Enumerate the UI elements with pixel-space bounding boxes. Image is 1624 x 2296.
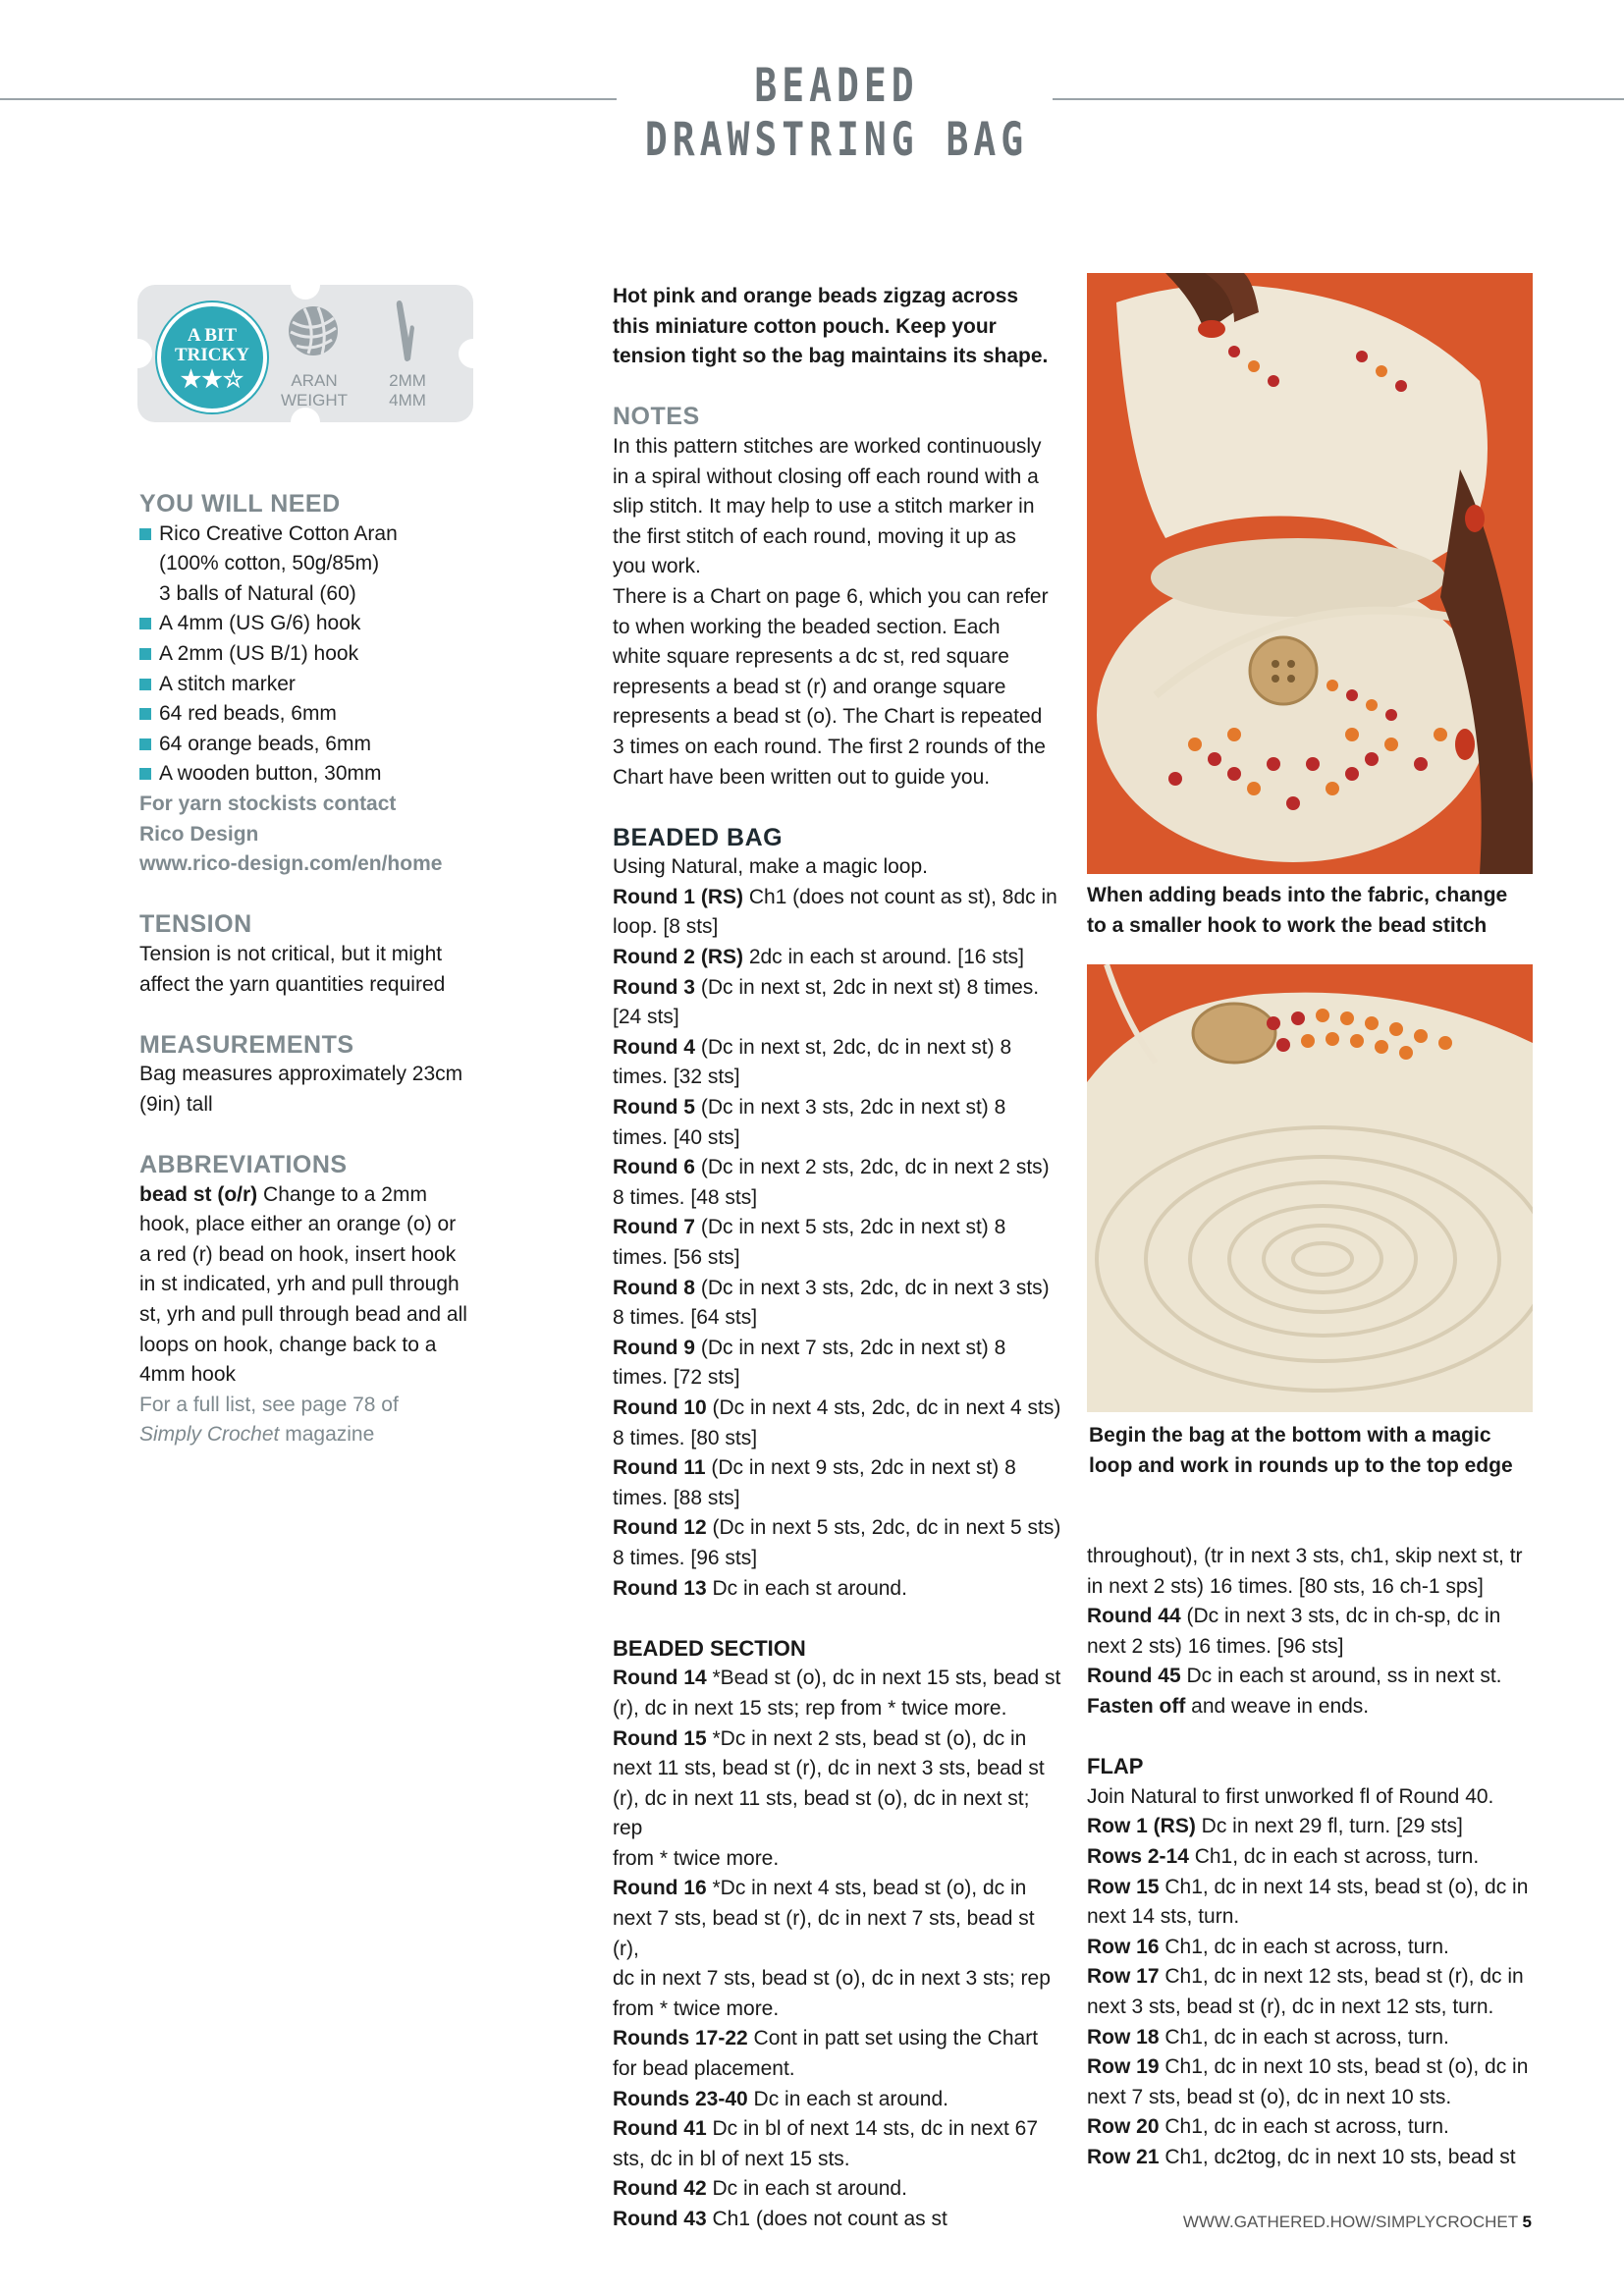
instruction-line: Round 45 Dc in each st around, ss in next st. [1087, 1665, 1502, 1688]
photo-bag-bottom [1087, 964, 1533, 1412]
instruction-line: Round 42 Dc in each st around. [613, 2177, 907, 2201]
hook-size-label: 2MM 4MM [389, 371, 426, 410]
instruction-line: Fasten off and weave in ends. [1087, 1694, 1370, 1718]
instruction-line: Row 19 Ch1, dc in next 10 sts, bead st (o), dc in [1087, 2055, 1529, 2079]
instruction-line: 8 times. [80 sts] [613, 1426, 758, 1449]
instruction-line: next 2 sts) 16 times. [96 sts] [1087, 1634, 1344, 1658]
notes-line: 3 times on each round. The first 2 rounds of the [613, 735, 1046, 758]
instruction-line: Round 12 (Dc in next 5 sts, 2dc, dc in next 5 sts) [613, 1516, 1061, 1540]
instruction-line: Round 3 (Dc in next st, 2dc in next st) 8 times. [613, 975, 1040, 999]
instruction-line: Round 1 (RS) Ch1 (does not count as st), 8dc in [613, 885, 1057, 908]
instruction-line: Round 13 Dc in each st around. [613, 1576, 907, 1600]
flap-title: FLAP [1087, 1754, 1144, 1779]
list-item: A stitch marker [139, 670, 493, 700]
badge-notch-left [123, 339, 152, 368]
instruction-line: Round 15 *Dc in next 2 sts, bead st (o), dc in [613, 1726, 1027, 1750]
instruction-line: Round 41 Dc in bl of next 14 sts, dc in next 67 [613, 2117, 1039, 2141]
instruction-line: Round 7 (Dc in next 5 sts, 2dc in next st) 8 [613, 1216, 1006, 1239]
instruction-line: 8 times. [48 sts] [613, 1185, 758, 1209]
tension-line1: Tension is not critical, but it might [139, 942, 443, 965]
instruction-line: times. [32 sts] [613, 1066, 740, 1089]
instruction-line: Round 43 Ch1 (does not count as st [613, 2208, 947, 2230]
pattern-info-badge [137, 285, 473, 422]
you-will-need-title: YOU WILL NEED [139, 490, 341, 518]
notes-line: represents a bead st (o). The Chart is repeated [613, 705, 1043, 729]
instruction-line: Round 9 (Dc in next 7 sts, 2dc in next st) 8 [613, 1336, 1006, 1359]
instruction-line: Join Natural to first unworked fl of Round 40. [1087, 1784, 1494, 1808]
beaded-bag-title: BEADED BAG [613, 823, 784, 851]
notes-line: represents a bead st (r) and orange square [613, 675, 1006, 698]
badge-notch-top [291, 270, 320, 300]
instruction-line: next 11 sts, bead st (r), dc in next 3 sts, bead st [613, 1757, 1045, 1780]
badge-notch-bottom [291, 408, 320, 437]
instruction-line: Round 11 (Dc in next 9 sts, 2dc in next st) 8 [613, 1456, 1016, 1480]
list-item: A 2mm (US B/1) hook [139, 639, 493, 670]
header-rule-left [0, 98, 617, 100]
instruction-line: Row 17 Ch1, dc in next 12 sts, bead st (r), dc in [1087, 1965, 1524, 1989]
abbreviation-line: a red (r) bead on hook, insert hook [139, 1242, 457, 1266]
instruction-line: [24 sts] [613, 1006, 679, 1029]
page-title: BEADED DRAWSTRING BAG [644, 58, 1029, 166]
notes-line: slip stitch. It may help to use a stitch marker in [613, 495, 1035, 519]
notes-body [613, 432, 1064, 793]
full-list-line1: For a full list, see page 78 of [139, 1393, 399, 1416]
abbreviation-line: loops on hook, change back to a [139, 1333, 437, 1356]
instruction-line: Round 4 (Dc in next st, 2dc, dc in next st) 8 [613, 1035, 1012, 1059]
instruction-line: Row 1 (RS) Dc in next 29 fl, turn. [29 sts] [1087, 1815, 1463, 1838]
abbreviation-line: st, yrh and pull through bead and all [139, 1303, 467, 1327]
notes-title: NOTES [613, 403, 700, 431]
badge-notch-right [459, 339, 488, 368]
instruction-line: sts, dc in bl of next 15 sts. [613, 2147, 850, 2170]
continued-instructions [1087, 1542, 1548, 1722]
tension-line2: affect the yarn quantities required [139, 972, 446, 996]
instruction-line: (r), dc in next 11 sts, bead st (o), dc in next st; rep [613, 1786, 1030, 1840]
notes-line: in a spiral without closing off each round with a [613, 465, 1039, 488]
intro-line: Hot pink and orange beads zigzag across [613, 285, 1019, 307]
stockists-line1: For yarn stockists contact [139, 792, 397, 815]
instruction-line: throughout), (tr in next 3 sts, ch1, skip next st, tr [1087, 1545, 1523, 1567]
instruction-line: Round 44 (Dc in next 3 sts, dc in ch-sp, dc in [1087, 1605, 1501, 1628]
instruction-line: for bead placement. [613, 2057, 795, 2081]
instruction-line: 8 times. [64 sts] [613, 1306, 758, 1330]
notes-line: white square represents a dc st, red square [613, 645, 1009, 669]
instruction-line: loop. [8 sts] [613, 915, 719, 939]
notes-line: There is a Chart on page 6, which you can refer [613, 584, 1049, 608]
tension-title: TENSION [139, 910, 252, 939]
beaded-section-title: BEADED SECTION [613, 1635, 806, 1661]
instruction-line: times. [72 sts] [613, 1366, 740, 1390]
photo-top-caption: When adding beads into the fabric, change to a smaller hook to work the bead stitch [1087, 884, 1508, 937]
page-number: 5 [1522, 2213, 1532, 2231]
beaded-bag-instructions [613, 852, 1064, 1604]
abbreviation-line: in st indicated, yrh and pull through [139, 1273, 460, 1296]
difficulty-line2: TRICKY [174, 345, 249, 365]
abbreviations-title: ABBREVIATIONS [139, 1151, 348, 1179]
instruction-line: Round 2 (RS) 2dc in each st around. [16 sts] [613, 946, 1024, 969]
notes-line: to when working the beaded section. Each [613, 615, 1001, 638]
instruction-line: dc in next 7 sts, bead st (o), dc in next 3 sts; rep [613, 1967, 1051, 1991]
list-item: A wooden button, 30mm [139, 759, 493, 790]
footer-url[interactable]: WWW.GATHERED.HOW/SIMPLYCROCHET [1182, 2213, 1518, 2231]
instruction-line: (r), dc in next 15 sts; rep from * twice more. [613, 1696, 1007, 1720]
difficulty-line1: A BIT [187, 325, 238, 346]
instruction-line: Using Natural, make a magic loop. [613, 855, 928, 879]
instruction-line: from * twice more. [613, 1996, 780, 2020]
notes-line: the first stitch of each round, moving it up as [613, 524, 1016, 548]
instruction-line: Round 16 *Dc in next 4 sts, bead st (o), dc in [613, 1877, 1027, 1900]
list-item: 64 orange beads, 6mm [139, 730, 493, 760]
left-column [139, 489, 493, 1450]
yarn-ball-icon [287, 304, 340, 357]
right-column [1087, 1542, 1548, 2172]
list-item: Rico Creative Cotton Aran (100% cotton, 50g/85m) 3 balls of Natural (60) [139, 519, 493, 610]
photo-bag-open [1087, 273, 1533, 874]
abbreviation-bead-st: bead st (o/r) Change to a 2mm [139, 1182, 427, 1206]
abbreviation-line: hook, place either an orange (o) or [139, 1213, 457, 1236]
instruction-line: Rounds 17-22 Cont in patt set using the Chart [613, 2027, 1039, 2050]
yarn-weight-label: ARAN WEIGHT [281, 371, 348, 410]
measurements-title: MEASUREMENTS [139, 1030, 354, 1059]
instruction-line: Row 16 Ch1, dc in each st across, turn. [1087, 1935, 1449, 1958]
instruction-line: Row 21 Ch1, dc2tog, dc in next 10 sts, bead st [1087, 2145, 1516, 2168]
difficulty-rating [157, 302, 267, 412]
instruction-line: Round 5 (Dc in next 3 sts, 2dc in next st) 8 [613, 1096, 1006, 1120]
page-footer [1183, 2213, 1532, 2232]
instruction-line: Round 8 (Dc in next 3 sts, 2dc, dc in next 3 sts) [613, 1276, 1050, 1299]
beaded-section-instructions [613, 1664, 1064, 2234]
measurements-line2: (9in) tall [139, 1092, 213, 1116]
header-rule-right [1053, 98, 1624, 100]
instruction-line: next 14 sts, turn. [1087, 1905, 1240, 1929]
materials-list [139, 519, 493, 790]
list-item: 64 red beads, 6mm [139, 699, 493, 730]
instruction-line: 8 times. [96 sts] [613, 1546, 758, 1569]
instruction-line: Row 15 Ch1, dc in next 14 sts, bead st (o), dc in [1087, 1875, 1529, 1898]
instruction-line: next 7 sts, bead st (o), dc in next 10 sts. [1087, 2085, 1452, 2108]
full-list-line2: Simply Crochet magazine [139, 1423, 375, 1447]
instruction-line: next 7 sts, bead st (r), dc in next 7 sts, bead st (r), [613, 1907, 1035, 1960]
instruction-line: Round 10 (Dc in next 4 sts, 2dc, dc in next 4 sts) [613, 1395, 1061, 1419]
stockists-line2: Rico Design [139, 822, 259, 846]
instruction-line: times. [88 sts] [613, 1486, 740, 1509]
notes-line: In this pattern stitches are worked continuously [613, 434, 1042, 458]
photo-bottom-caption: Begin the bag at the bottom with a magic loop and work in rounds up to the top edge [1089, 1424, 1513, 1477]
instruction-line: Round 6 (Dc in next 2 sts, 2dc, dc in next 2 sts) [613, 1156, 1050, 1179]
list-item: A 4mm (US G/6) hook [139, 609, 493, 639]
instruction-line: Rows 2-14 Ch1, dc in each st across, turn. [1087, 1844, 1480, 1868]
instruction-line: from * twice more. [613, 1846, 780, 1870]
instruction-line: next 3 sts, bead st (r), dc in next 12 sts, turn. [1087, 1995, 1494, 2018]
instruction-line: Rounds 23-40 Dc in each st around. [613, 2087, 948, 2110]
instruction-line: Row 18 Ch1, dc in each st across, turn. [1087, 2025, 1449, 2049]
measurements-line1: Bag measures approximately 23cm [139, 1063, 463, 1086]
instruction-line: times. [40 sts] [613, 1125, 740, 1149]
instruction-line: Round 14 *Bead st (o), dc in next 15 sts, bead st [613, 1667, 1061, 1690]
abbreviation-line: 4mm hook [139, 1363, 237, 1387]
flap-instructions [1087, 1782, 1548, 2173]
intro-line: tension tight so the bag maintains its shape. [613, 345, 1049, 368]
intro-line: this miniature cotton pouch. Keep your [613, 314, 997, 338]
stockists-url[interactable]: www.rico-design.com/en/home [139, 852, 443, 876]
instruction-line: times. [56 sts] [613, 1246, 740, 1269]
notes-line: you work. [613, 555, 701, 578]
middle-column [613, 282, 1064, 2235]
notes-line: Chart have been written out to guide you. [613, 765, 991, 789]
difficulty-stars: ★★☆ [180, 367, 244, 393]
crochet-hook-icon [391, 299, 420, 363]
instruction-line: Row 20 Ch1, dc in each st across, turn. [1087, 2115, 1449, 2139]
instruction-line: in next 2 sts) 16 times. [80 sts, 16 ch-1 sps] [1087, 1574, 1484, 1598]
